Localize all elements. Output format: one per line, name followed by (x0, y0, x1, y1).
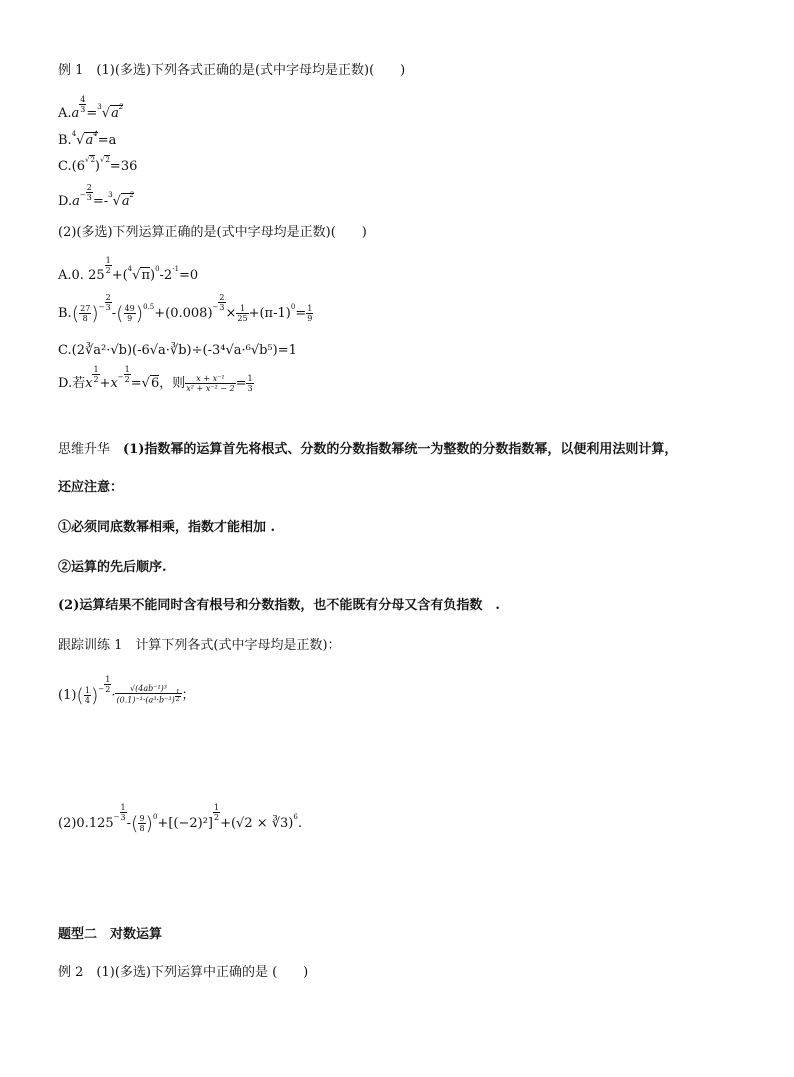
option-1b: $B.^4√a^4=a$ (58, 130, 117, 148)
option-1d: D.a− $\frac{2}{3}$ $=-^3√a^2$ (58, 183, 135, 209)
training-q1: (1)( $\frac{1}{4}$ )− $\frac{1}{2}$ · √(4ab⁻¹)³ (0.1)⁻¹·(a³·b⁻³) $\frac{1}{2}$ ； (58, 675, 195, 707)
summary-line-2: 还应注意： (58, 480, 124, 495)
example-2-title: 例 2 (1)(多选)下列运算中正确的是 ( ) (58, 965, 309, 980)
option-2c: C.(2∛a²·√b)(-6√a·∛b)÷(-3⁴√a·⁶√b⁵)=1 (58, 343, 297, 358)
summary-point-2: ②运算的先后顺序. (58, 560, 167, 575)
option-2a: A.0. 25 $\frac{1}{2}$ $+(^4√\pi)^0-2^{-1}=0$ (58, 256, 199, 283)
option-2d: D.若x $\frac{1}{2}$ +x− $\frac{1}{2}$ =√6，则 $\frac{\text{x + x⁻¹}}{\text{x² + x⁻² − 2}}$ = $\frac{1}{3}$ (58, 365, 253, 393)
example-1-part2-title: (2)(多选)下列运算正确的是(式中字母均是正数)( ) (58, 225, 367, 240)
training-q2: (2)0.125− $\frac{1}{3}$ -( $\frac{9}{8}$ )$^0$+[(−2)²] $\frac{1}{2}$ +(√2 × ∛3)$^6$. (58, 803, 302, 835)
option-2b: B.( $\frac{27}{8}$ )− $\frac{2}{3}$ -( $\frac{49}{9}$ )$^{0.5}$+(0.008)− $\frac{2}{3}$ × $\frac{1}{25}$ $+(\pi-1)^0=$ $\frac{1}{9}$ (58, 293, 313, 325)
training-title: 跟踪训练 1 计算下列各式(式中字母均是正数)： (58, 638, 341, 653)
summary-point-1: ①必须同底数幂相乘，指数才能相加 . (58, 520, 276, 535)
summary-line-1: 思维升华 (1)指数幂的运算首先将根式、分数的分数指数幂统一为整数的分数指数幂，以便利用法则计算， (58, 442, 678, 457)
summary-point-3: (2)运算结果不能同时含有根号和分数指数，也不能既有分母又含有负指数 . (58, 598, 500, 613)
option-1a: A.a $\frac{4}{3}$ $=^3√a^2$ (58, 95, 124, 121)
option-1c: $C.(6^{√2})^{√2}=36$ (58, 156, 138, 174)
section-2-title: 题型二 对数运算 (58, 927, 163, 942)
example-1-title: 例 1 (1)(多选)下列各式正确的是(式中字母均是正数)( ) (58, 63, 406, 78)
